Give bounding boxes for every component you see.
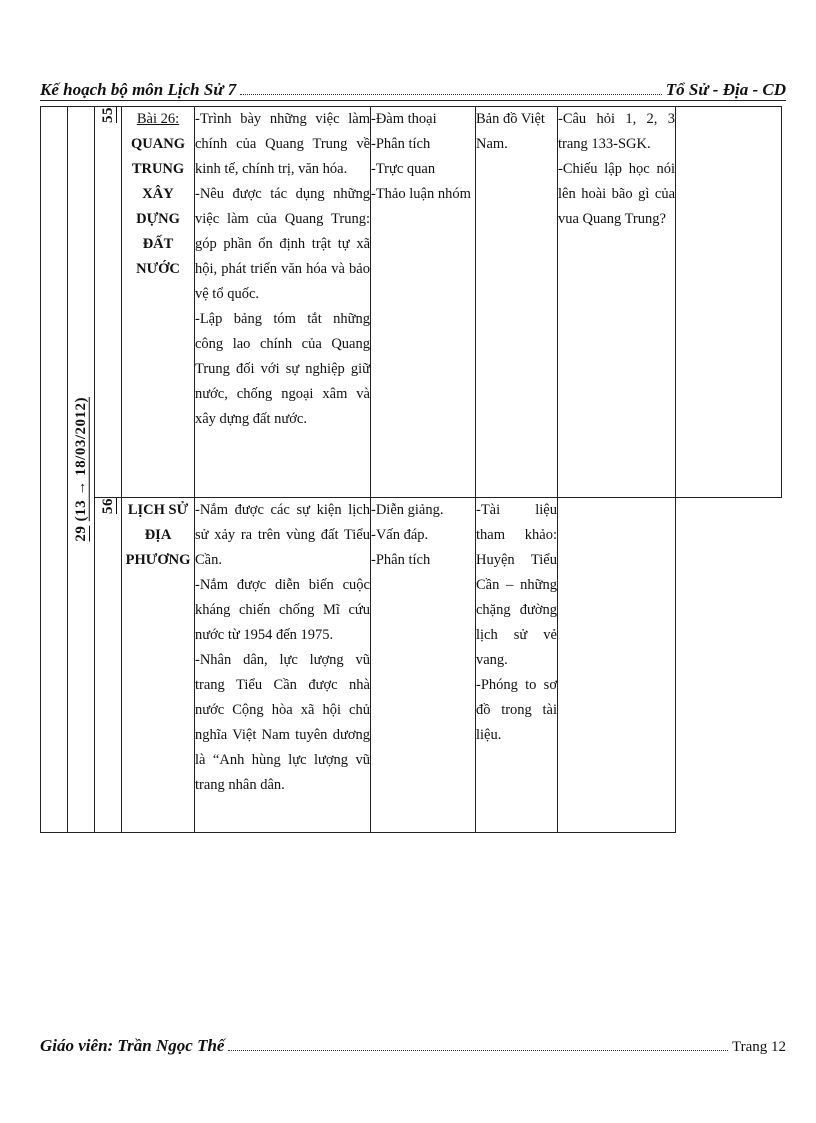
header-department: Tổ Sử - Địa - CD bbox=[665, 80, 786, 99]
lesson-title-line: TRUNG bbox=[131, 161, 185, 177]
footer-teacher: Giáo viên: Trần Ngọc Thế bbox=[40, 1036, 225, 1055]
material-item: -Tài liệu tham khảo: Huyện Tiểu Cần – những chặng đường lịch sử vẻ vang. bbox=[476, 502, 557, 668]
lesson-title-line: ĐẤT bbox=[142, 236, 174, 252]
lesson-title-line: XÂY bbox=[142, 186, 174, 202]
method-item: -Đàm thoại bbox=[371, 111, 437, 127]
question-item: -Câu hỏi 1, 2, 3 trang 133-SGK. bbox=[558, 111, 675, 152]
questions-cell bbox=[558, 498, 676, 833]
footer-page-number: Trang 12 bbox=[731, 1039, 786, 1055]
objective-item: -Nhân dân, lực lượng vũ trang Tiểu Cần được nhà nước Cộng hòa xã hội chủ nghĩa Việt Nam tuyên dương là “Anh hùng lực lượng vũ trang nhân dân. bbox=[195, 652, 370, 793]
methods-cell bbox=[371, 498, 476, 833]
lesson-title-prefix: Bài 26: bbox=[136, 111, 180, 127]
objective-item: -Nắm được diễn biến cuộc kháng chiến chống Mĩ cứu nước từ 1954 đến 1975. bbox=[195, 577, 370, 643]
objective-item: -Nêu được tác dụng những việc làm của Quang Trung: góp phần ổn định trật tự xã hội, phát triển văn hóa và bảo vệ tổ quốc. bbox=[195, 186, 370, 302]
lesson-title-line: NƯỚC bbox=[136, 261, 180, 277]
materials-cell bbox=[476, 107, 558, 498]
method-item: -Trực quan bbox=[371, 161, 436, 177]
blank-column-cell bbox=[41, 107, 68, 833]
week-number: 29 bbox=[72, 525, 89, 542]
table-row bbox=[41, 498, 782, 833]
objective-item: -Lập bảng tóm tắt những công lao chính của Quang Trung đối với sự nghiệp giữ nước, chống ngoại xâm và xây dựng đất nước. bbox=[195, 311, 370, 427]
week-date-range: (13 → 18/03/2012) bbox=[72, 397, 89, 522]
notes-cell bbox=[676, 107, 782, 498]
method-item: -Phân tích bbox=[371, 136, 431, 152]
lesson-number-cell bbox=[95, 498, 122, 833]
week-label bbox=[69, 397, 94, 542]
lesson-title-line: PHƯƠNG bbox=[125, 552, 191, 568]
table-row bbox=[41, 107, 782, 498]
objective-item: -Nắm được các sự kiện lịch sử xảy ra trên vùng đất Tiểu Cần. bbox=[195, 502, 370, 568]
lesson-number: 55 bbox=[99, 107, 116, 123]
lesson-title-line: ĐỊA bbox=[144, 527, 172, 543]
method-item: -Diễn giảng. bbox=[371, 502, 444, 518]
objective-item: -Trình bày những việc làm chính của Quang Trung về kinh tế, chính trị, văn hóa. bbox=[195, 111, 370, 177]
footer-dotted-leader bbox=[228, 1050, 727, 1051]
lesson-number-cell bbox=[95, 107, 122, 498]
objectives-cell bbox=[195, 107, 371, 498]
method-item: -Thảo luận nhóm bbox=[371, 186, 471, 202]
materials-cell bbox=[476, 498, 558, 833]
lesson-title-line: QUANG bbox=[131, 136, 185, 152]
lesson-title-line: LỊCH SỬ bbox=[127, 502, 189, 518]
lesson-plan-table bbox=[40, 106, 782, 833]
objectives-cell bbox=[195, 498, 371, 833]
page-footer bbox=[40, 1032, 786, 1056]
material-item: -Phóng to sơ đồ trong tài liệu. bbox=[476, 677, 557, 743]
method-item: -Phân tích bbox=[371, 552, 431, 568]
method-item: -Vấn đáp. bbox=[371, 527, 429, 543]
lesson-number: 56 bbox=[99, 498, 116, 514]
lesson-title-cell bbox=[122, 107, 195, 498]
header-dotted-leader bbox=[240, 94, 662, 95]
material-item: Bản đồ Việt Nam. bbox=[476, 111, 545, 152]
questions-cell bbox=[558, 107, 676, 498]
methods-cell bbox=[371, 107, 476, 498]
week-cell bbox=[68, 107, 95, 833]
page-header bbox=[40, 76, 786, 101]
lesson-title-line: DỰNG bbox=[136, 211, 180, 227]
question-item: -Chiếu lập học nói lên hoài bão gì của vua Quang Trung? bbox=[558, 161, 675, 227]
header-subject-title: Kế hoạch bộ môn Lịch Sử 7 bbox=[40, 80, 237, 99]
lesson-title-cell bbox=[122, 498, 195, 833]
